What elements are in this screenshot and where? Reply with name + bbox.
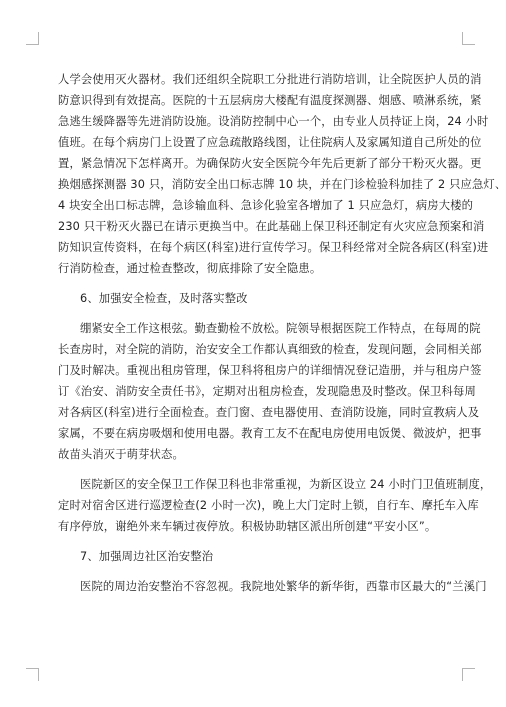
crop-mark-top-left <box>26 32 39 45</box>
paragraph-line: 行消防检查，通过检查整改，彻底排除了安全隐患。 <box>58 262 322 275</box>
paragraph-line: 长查房时，对全院的消防，治安安全工作都认真细致的检查，发现问题，会同相关部 <box>58 343 482 356</box>
paragraph-line: 绷紧安全工作这根弦。勤查勤检不放松。院领导根据医院工作特点，在每周的院 <box>80 322 481 335</box>
crop-mark-top-right <box>462 32 475 45</box>
document-body <box>58 69 506 597</box>
paragraph-line: 防意识得到有效提高。医院的十五层病房大楼配有温度探测器、烟感、喷淋系统，紧 <box>58 94 482 107</box>
paragraph-line: 医院新区的安全保卫工作保卫科也非常重视，为新区设立 24 小时门卫值班制度， <box>80 478 492 491</box>
paragraph-line: 订《治安、消防安全责任书》，定期对出租房检查，发现隐患及时整改。保卫科每周 <box>58 385 476 398</box>
paragraph-line: 急逃生缓降器等先进消防设施。设消防控制中心一个，由专业人员持证上岗，24 小时 <box>58 115 489 128</box>
paragraph-line: 故苗头消灭于萌芽状态。 <box>58 448 184 461</box>
crop-mark-bottom-left <box>26 668 39 681</box>
paragraph-line: 定时对宿舍区进行巡逻检查(2 小时一次)，晚上大门定时上锁，自行车、摩托车入库 <box>58 499 479 512</box>
paragraph-line: 对各病区(科室)进行全面检查。查门窗、查电器使用、查消防设施，同时宣教病人及 <box>58 406 480 419</box>
paragraph-line: 换烟感探测器 30 只，消防安全出口标志牌 10 块，并在门诊检验科加挂了 2 只应急灯、 <box>58 178 506 191</box>
paragraph-line: 值班。在每个病房门上设置了应急疏散路线图，让住院病人及家属知道自己所处的位 <box>58 136 482 149</box>
paragraph-line: 230 只干粉灭火器已在请示更换当中。在此基础上保卫科还制定有火灾应急预案和消 <box>58 220 485 233</box>
crop-mark-bottom-right <box>462 668 475 681</box>
paragraph-line: 防知识宣传资料，在每个病区(科室)进行宣传学习。保卫科经常对全院各病区(科室)进 <box>58 241 489 254</box>
paragraph-line: 有序停放，谢绝外来车辆过夜停放。积极协助辖区派出所创建“平安小区”。 <box>58 520 437 533</box>
section-heading: 7、加强周边社区治安整治 <box>80 550 214 563</box>
paragraph-line: 医院的周边治安整治不容忽视。我院地处繁华的新华街，西靠市区最大的“兰溪门 <box>80 580 487 593</box>
section-heading: 6、加强安全检查，及时落实整改 <box>80 292 248 305</box>
paragraph-line: 4 块安全出口标志牌，急诊输血科、急诊化验室各增加了 1 只应急灯，病房大楼的 <box>58 199 474 212</box>
paragraph-line: 人学会使用灭火器材。我们还组织全院职工分批进行消防培训，让全院医护人员的消 <box>58 73 482 86</box>
paragraph-line: 家属，不要在病房吸烟和使用电器。教育工友不在配电房使用电饭煲、微波炉，把事 <box>58 427 482 440</box>
paragraph-line: 门及时解决。重视出租房管理，保卫科将租房户的详细情况登记造册，并与租房户签 <box>58 364 482 377</box>
paragraph-line: 置，紧急情况下怎样离开。为确保防火安全医院今年先后更新了部分干粉灭火器。更 <box>58 157 482 170</box>
